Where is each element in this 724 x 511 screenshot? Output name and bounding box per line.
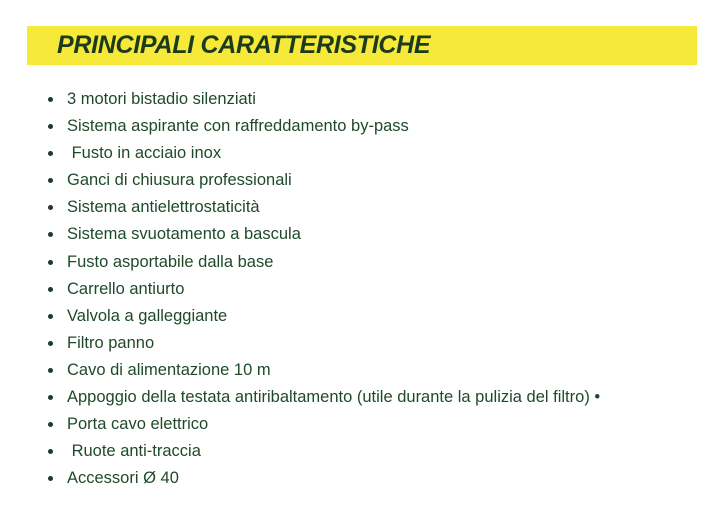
bullet-icon	[48, 260, 53, 265]
feature-item	[45, 438, 600, 465]
section-title: PRINCIPALI CARATTERISTICHE	[57, 31, 431, 59]
feature-text: Ganci di chiusura professionali	[67, 171, 292, 190]
feature-item	[45, 221, 600, 248]
feature-item	[45, 330, 600, 357]
bullet-icon	[48, 97, 53, 102]
feature-text: Fusto asportabile dalla base	[67, 252, 274, 271]
feature-text: Appoggio della testata antiribaltamento (utile durante la pulizia del filtro) •	[67, 388, 601, 407]
bullet-icon	[48, 341, 53, 346]
feature-text: 3 motori bistadio silenziati	[67, 90, 256, 108]
feature-item	[45, 113, 600, 140]
section-header-banner	[27, 26, 697, 65]
feature-text: Porta cavo elettrico	[67, 415, 209, 434]
bullet-icon	[48, 205, 53, 210]
feature-text: Filtro panno	[67, 333, 155, 352]
bullet-icon	[48, 449, 53, 454]
bullet-icon	[48, 422, 53, 427]
bullet-icon	[48, 178, 53, 183]
feature-list	[45, 86, 600, 492]
feature-text: Sistema aspirante con raffreddamento by-pass	[67, 117, 409, 136]
feature-text: Sistema antielettrostaticità	[67, 198, 260, 217]
bullet-icon	[48, 368, 53, 373]
bullet-icon	[48, 476, 53, 481]
feature-text: Accessori Ø 40	[67, 469, 179, 488]
feature-item	[45, 86, 600, 113]
feature-item	[45, 276, 600, 303]
bullet-icon	[48, 232, 53, 237]
feature-item	[45, 465, 600, 492]
feature-item	[45, 140, 600, 167]
feature-text: Fusto in acciaio inox	[67, 144, 222, 163]
feature-item	[45, 167, 600, 194]
bullet-icon	[48, 314, 53, 319]
feature-text: Cavo di alimentazione 10 m	[67, 360, 271, 379]
feature-item	[45, 249, 600, 276]
bullet-icon	[48, 287, 53, 292]
bullet-icon	[48, 395, 53, 400]
feature-item	[45, 357, 600, 384]
feature-text: Sistema svuotamento a bascula	[67, 225, 301, 244]
bullet-icon	[48, 151, 53, 156]
feature-item	[45, 384, 600, 411]
feature-item	[45, 194, 600, 221]
feature-text: Ruote anti-traccia	[67, 442, 201, 461]
feature-text: Valvola a galleggiante	[67, 306, 228, 325]
feature-item	[45, 303, 600, 330]
feature-text: Carrello antiurto	[67, 279, 185, 298]
feature-item	[45, 411, 600, 438]
bullet-icon	[48, 124, 53, 129]
